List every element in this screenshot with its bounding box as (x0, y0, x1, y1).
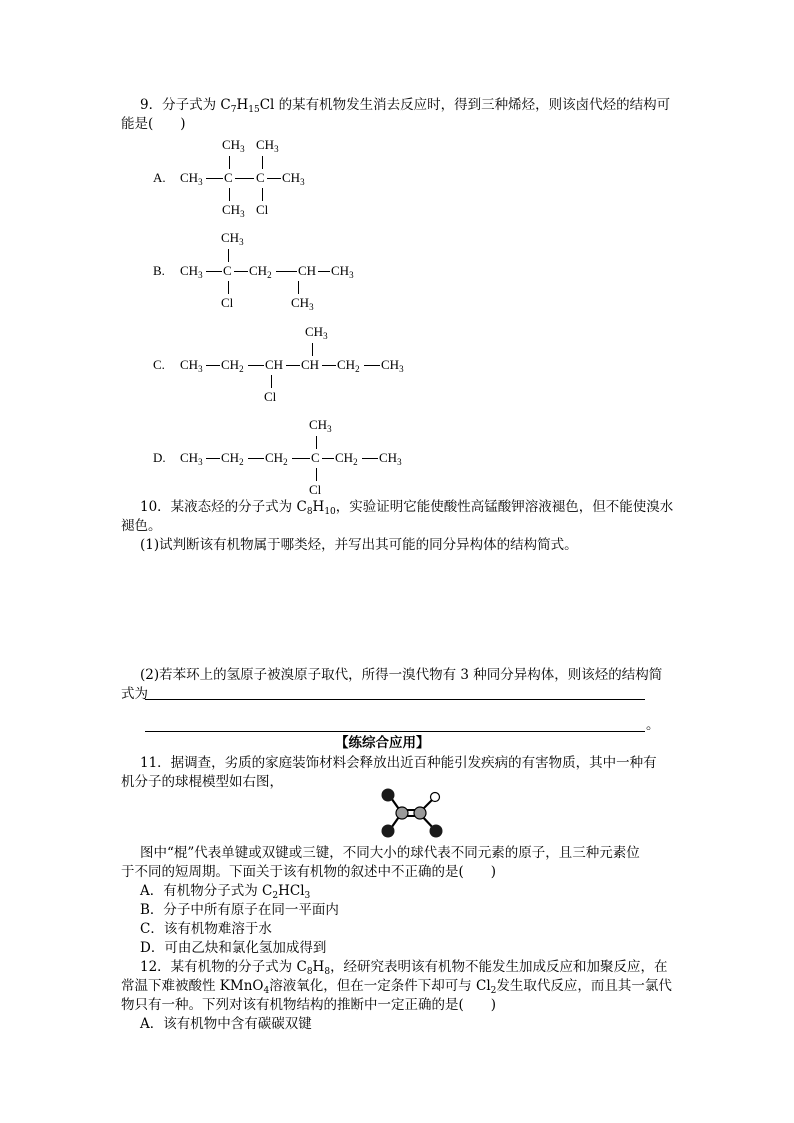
q11-option-d: D．可由乙炔和氯化氢加成得到 (140, 940, 327, 956)
ch3-right: $CH_3$ (381, 357, 404, 374)
h-atom (431, 793, 440, 802)
q9-option-b-label: B. (153, 263, 165, 278)
ch2: $CH_2$ (249, 263, 272, 280)
cl-bottom: Cl (309, 482, 322, 497)
c-atom-left (396, 807, 408, 819)
ch2-1: $CH_2$ (221, 450, 244, 467)
q10-part2-line1: (2)若苯环上的氢原子被溴原子取代，所得一溴代物有 3 种同分异构体，则该烃的结构简 (140, 667, 663, 683)
q9-option-d-label: D. (153, 450, 166, 465)
ch-2: CH (301, 357, 320, 372)
q10-answer-blank-2[interactable] (145, 731, 645, 732)
q10-stem-line2: 褪色。 (121, 518, 162, 534)
q12-stem-line2: 常温下难被酸性 KMnO$_4$溶液氧化，但在一定条件下却可与 $Cl_2$发生取代反应，而且其一氯代 (121, 978, 672, 996)
c-atom-right (414, 807, 426, 819)
ch2-1: $CH_2$ (221, 357, 244, 374)
section-title: 【练综合应用】 (335, 735, 430, 751)
q9-stem-line1: 9．分子式为 $C_7H_{15}Cl$ 的某有机物发生消去反应时，得到三种烯烃，则该卤代烃的结构可 (140, 97, 671, 115)
q10-end-mark: 。 (646, 717, 660, 733)
ch3-bottom: $CH_3$ (291, 295, 314, 312)
cl-atom-bottom-left (382, 825, 395, 838)
c-2: C (256, 170, 265, 185)
c-1: C (224, 170, 233, 185)
q10-answer-blank-1[interactable] (145, 699, 645, 700)
ch: CH (298, 263, 317, 278)
q12-stem-line1: 12．某有机物的分子式为 $C_8H_8$，经研究表明该有机物不能发生加成反应和加聚反应，在 (140, 959, 668, 977)
ch3-top-1: $CH_3$ (222, 137, 245, 154)
ch3-left: $CH_3$ (180, 357, 203, 374)
cl-bottom: Cl (264, 389, 277, 404)
ch3-right: $CH_3$ (379, 450, 402, 467)
ch3-left: $CH_3$ (180, 170, 203, 187)
ball-and-stick-model (372, 784, 448, 840)
ch3-top: $CH_3$ (221, 230, 244, 247)
ch3-top: $CH_3$ (309, 417, 332, 434)
ch2-2: $CH_2$ (337, 357, 360, 374)
ch-1: CH (265, 357, 284, 372)
ch3-top: $CH_3$ (305, 324, 328, 341)
cl-atom-bottom-right (430, 825, 443, 838)
q11-stem-line3: 图中“棍”代表单键或双键或三键，不同大小的球代表不同元素的原子，且三种元素位 (140, 845, 640, 861)
c-center: C (311, 450, 320, 465)
cl-bottom: Cl (221, 295, 234, 310)
q11-stem-line2: 机分子的球棍模型如右图， (121, 774, 283, 790)
q9-stem-line2: 能是( ) (121, 116, 186, 132)
ch3-right: $CH_3$ (331, 263, 354, 280)
q12-option-a: A．该有机物中含有碳碳双键 (140, 1016, 312, 1032)
ch3-bottom: $CH_3$ (222, 202, 245, 219)
ch3-right: $CH_3$ (282, 170, 305, 187)
ch3-left: $CH_3$ (180, 263, 203, 280)
cl-atom-top-left (382, 789, 395, 802)
q9-option-c-label: C. (153, 357, 165, 372)
ch2-2: $CH_2$ (265, 450, 288, 467)
q10-part2-line2: 式为 (121, 686, 148, 702)
q10-part1: (1)试判断该有机物属于哪类烃，并写出其可能的同分异构体的结构简式。 (140, 537, 578, 553)
q11-stem-line4: 于不同的短周期。下面关于该有机物的叙述中不正确的是( ) (121, 864, 497, 880)
q10-stem-line1: 10．某液态烃的分子式为 $C_8H_{10}$，实验证明它能使酸性高锰酸钾溶液褪色，但不能使溴水 (140, 499, 674, 517)
ch3-top-2: $CH_3$ (256, 137, 279, 154)
ch2-3: $CH_2$ (335, 450, 358, 467)
cl-bottom: Cl (256, 202, 269, 217)
q12-stem-line3: 物只有一种。下列对该有机物结构的推断中一定正确的是( ) (121, 997, 497, 1013)
q11-stem-line1: 11．据调查，劣质的家庭装饰材料会释放出近百种能引发疾病的有害物质，其中一种有 (140, 755, 657, 771)
ch3-left: $CH_3$ (180, 450, 203, 467)
q9-option-a-label: A. (153, 170, 166, 185)
q11-option-c: C．该有机物难溶于水 (140, 921, 272, 937)
c-1: C (223, 263, 232, 278)
q11-option-a: A．有机物分子式为 $C_2HCl_3$ (140, 883, 311, 901)
q11-option-b: B．分子中所有原子在同一平面内 (140, 902, 339, 918)
